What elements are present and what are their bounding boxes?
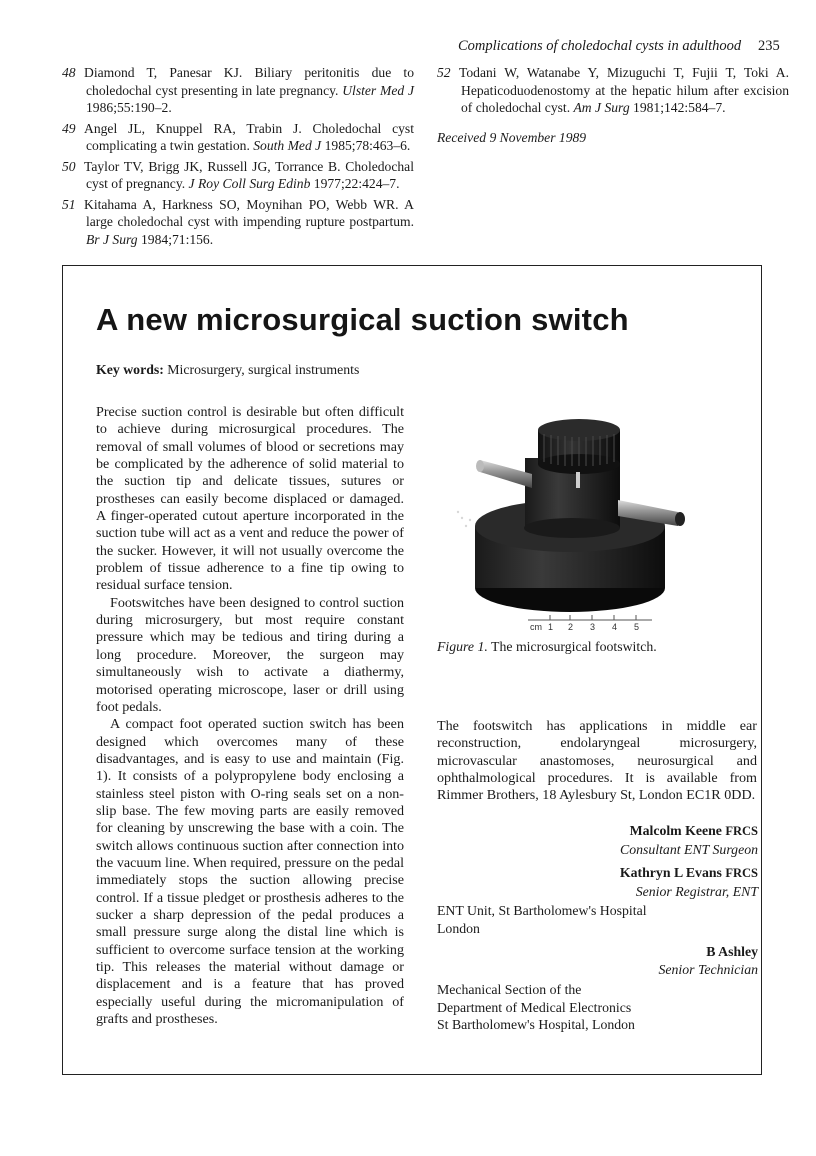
body-paragraph: Precise suction control is desirable but often difficult to achieve during microsurgical procedures. The removal of small volumes of blood or secretions may be complicated by the adherence of solid material to the suction tip and delicate tissues, sutures or prostheses can easily become displaced or damaged. A finger-operated cutout aperture incorporated in the suction tube will act as a vent and reduce the power of the sucker. However, it will not usually overcome the problem of tissue adherence to a fine tip owing to residual surface tension. — [96, 404, 404, 594]
reference-item: 50 Taylor TV, Brigg JK, Russell JG, Torrance B. Choledochal cyst of pregnancy. J Roy Coll Surg Edinb 1977;22:424–7. — [62, 158, 414, 191]
keywords-label: Key words: — [96, 362, 164, 377]
affiliation-line: London — [437, 920, 480, 936]
body-paragraph: A compact foot operated suction switch has been designed which overcomes many of these disadvantages, and is easy to use and maintain (Fig. 1). It consists of a polypropylene body enclosing a stainless steel piston with O-ring seals set on a non-slip base. The few moving parts are easily removed for cleaning by unscrewing the base with a coin. The switch allows continuous suction after connection into the vacuum line. When required, pressure on the pedal immediately stops the suction allowing precise control. If a tissue pledget or prosthesis adheres to the sucker a sharp depression of the pedal produces a small pressure surge along the distal line which is sufficient to overcome surface tension at the working tip. This releases the material without damage or displacement and is a feature that has proved especially useful during the micromanipulation of grafts and prostheses. — [96, 716, 404, 1028]
reference-item: 52 Todani W, Watanabe Y, Mizuguchi T, Fujii T, Toki A. Hepaticoduodenostomy at the hepatic hilum after excision of choledochal cyst. Am J Surg 1981;142:584–7. — [437, 65, 789, 115]
scale-label: 3 — [590, 622, 596, 632]
affiliation-line: Department of Medical Electronics — [437, 999, 632, 1015]
figure-caption — [437, 639, 657, 655]
scale-label: 2 — [568, 622, 574, 632]
scale-label: 4 — [612, 622, 618, 632]
scale-label: 5 — [634, 622, 640, 632]
keywords-list: Microsurgery, surgical instruments — [163, 362, 360, 377]
running-title: Complications of choledochal cysts in adulthood — [458, 38, 742, 54]
body-paragraph: Footswitches have been designed to control suction during microsurgery, but most require constant pressure which may be tedious and tiring during a long procedure. Moreover, the surgeon may simultaneously wish to activate a diathermy, motorised operating microscope, laser or drill using foot pedals. — [96, 594, 404, 715]
figure-caption-text: The microsurgical footswitch. — [487, 639, 657, 654]
article-body-left — [96, 404, 404, 1028]
author-role: Consultant ENT Surgeon — [620, 841, 758, 857]
author-block — [620, 822, 758, 858]
figure-label: Figure 1. — [437, 639, 488, 654]
reference-item: 48 Diamond T, Panesar KJ. Biliary peritonitis due to choledochal cyst presenting in late pregnancy. Ulster Med J 1986;55:190–2. — [62, 65, 414, 115]
footswitch-illustration — [440, 408, 740, 633]
scale-label: 1 — [548, 622, 554, 632]
reference-item: 51 Kitahama A, Harkness SO, Moynihan PO, Webb WR. A large choledochal cyst with impending rupture postpartum. Br J Surg 1984;71:156. — [62, 196, 414, 247]
author-name: Malcolm Keene — [629, 823, 722, 838]
affiliation-line: ENT Unit, St Bartholomew's Hospital — [437, 903, 647, 918]
author-role: Senior Technician — [658, 961, 758, 977]
author-block — [620, 864, 758, 900]
received-date: Received 9 November 1989 — [437, 130, 587, 145]
author-name: Kathryn L Evans — [619, 865, 722, 880]
affiliation-line: Mechanical Section of the — [437, 982, 582, 997]
affiliation-block — [437, 981, 635, 1034]
keywords — [96, 362, 359, 378]
affiliation-block — [437, 902, 647, 937]
affiliation-line: St Bartholomew's Hospital, London — [437, 1017, 635, 1032]
article-title: A new microsurgical suction switch — [96, 302, 629, 337]
article-body-right: The footswitch has applications in middle ear reconstruction, endolaryngeal microsurgery, microvascular anastomoses, neurosurgical and ophthalmological procedures. It is available from Rimmer Brothers, 18 Aylesbury St, London EC1R 0DD. — [437, 718, 757, 804]
page-number: 235 — [758, 38, 780, 54]
references-left-column — [62, 64, 414, 251]
references-right-column — [437, 64, 789, 120]
author-block — [658, 943, 758, 978]
author-name: B Ashley — [706, 944, 758, 959]
author-role: Senior Registrar, ENT — [635, 883, 758, 899]
scale-label: cm — [530, 622, 542, 632]
reference-item: 49 Angel JL, Knuppel RA, Trabin J. Choledochal cyst complicating a twin gestation. South Med J 1985;78:463–6. — [62, 120, 414, 153]
author-degree: FRCS — [725, 866, 758, 880]
footswitch-figure — [440, 408, 740, 633]
author-degree: FRCS — [725, 824, 758, 838]
